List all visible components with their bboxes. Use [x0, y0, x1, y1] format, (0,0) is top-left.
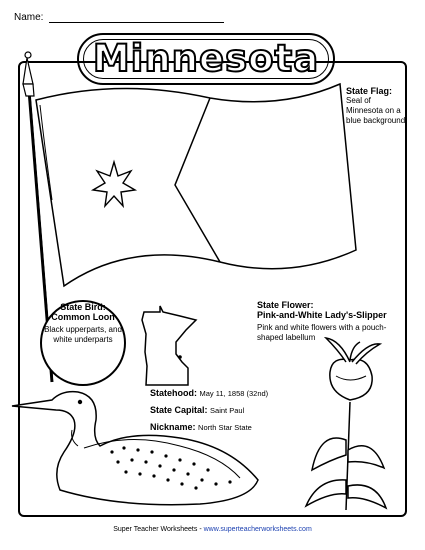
bird-description: Black upperparts, and white underparts — [44, 325, 122, 344]
page-title: Minnesota — [92, 37, 320, 80]
name-label: Name: — [14, 12, 44, 23]
title-badge — [77, 33, 335, 85]
flower-info — [257, 300, 407, 343]
flag-description: Seal of Minnesota on a blue background — [346, 96, 406, 125]
ladys-slipper-drawing — [306, 338, 386, 510]
statehood-fact — [150, 387, 268, 400]
flag-heading: State Flag: — [346, 86, 393, 96]
footer-url-link[interactable]: www.superteacherworksheets.com — [203, 526, 312, 533]
bird-info — [44, 302, 122, 345]
state-flag-drawing — [36, 84, 356, 286]
nickname-value: North Star State — [198, 423, 252, 432]
capital-value: Saint Paul — [210, 406, 245, 415]
minnesota-map-icon — [142, 306, 196, 385]
capital-label: State Capital: — [150, 405, 208, 415]
bird-heading: State Bird: — [60, 302, 106, 312]
statehood-label: Statehood: — [150, 388, 197, 398]
flower-description: Pink and white flowers with a pouch-shaped labellum — [257, 323, 387, 342]
capital-fact — [150, 404, 244, 417]
statehood-value: May 11, 1858 (32nd) — [199, 389, 269, 398]
footer-separator: - — [197, 526, 204, 533]
flower-name: Pink-and-White Lady's-Slipper — [257, 310, 387, 320]
footer — [0, 526, 425, 533]
nickname-label: Nickname: — [150, 422, 196, 432]
footer-brand: Super Teacher Worksheets — [113, 526, 198, 533]
nickname-fact — [150, 421, 252, 434]
flag-info — [346, 86, 406, 126]
bird-name: Common Loon — [51, 312, 115, 322]
flower-heading: State Flower: — [257, 300, 314, 310]
